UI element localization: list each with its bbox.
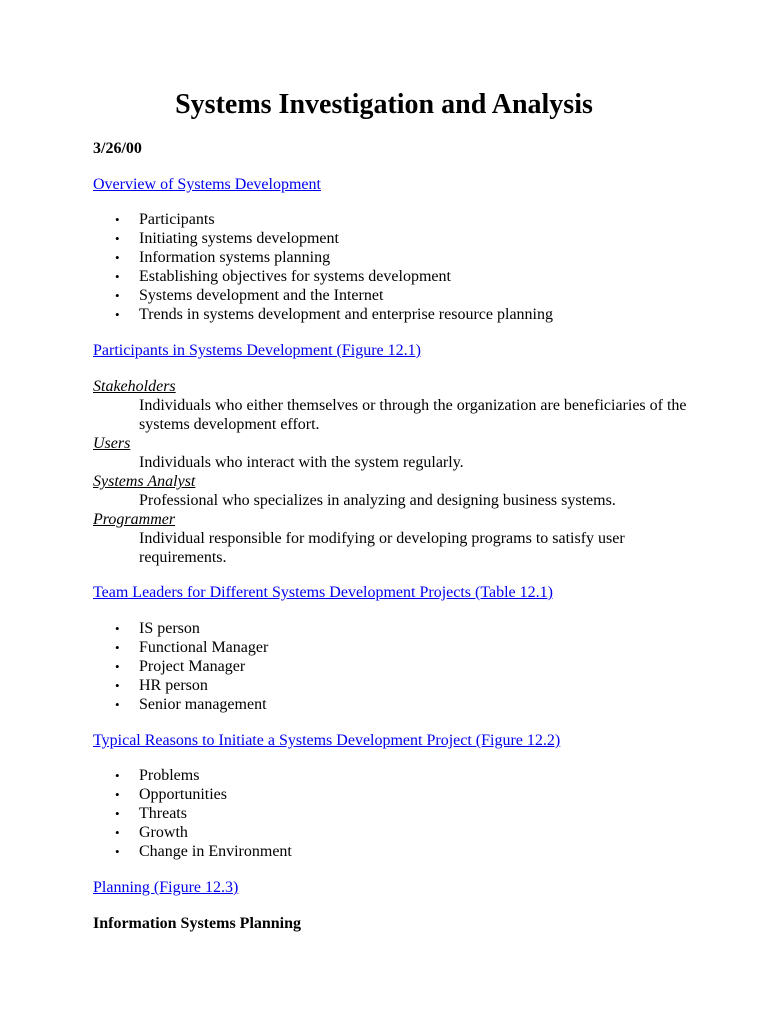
- list-item: • Systems development and the Internet: [139, 286, 553, 305]
- term-users: Users: [93, 435, 131, 452]
- definition-programmer: Individual responsible for modifying or developing programs to satisfy user requirements.: [139, 530, 625, 566]
- team-leaders-link-wrap: [93, 583, 553, 602]
- page-title: Systems Investigation and Analysis: [175, 89, 593, 120]
- list-item: • Participants: [139, 210, 553, 229]
- list-item: • Problems: [139, 766, 292, 785]
- list-item: • Growth: [139, 823, 292, 842]
- planning-link[interactable]: Planning (Figure 12.3): [93, 879, 239, 896]
- reasons-link[interactable]: Typical Reasons to Initiate a Systems Development Project (Figure 12.2): [93, 732, 561, 749]
- list-item: • Threats: [139, 804, 292, 823]
- team-leaders-list: [93, 619, 268, 714]
- list-item: • IS person: [139, 619, 268, 638]
- overview-link[interactable]: Overview of Systems Development: [93, 176, 321, 193]
- reasons-list: [93, 766, 292, 861]
- list-item: • Information systems planning: [139, 248, 553, 267]
- definition-stakeholders: Individuals who either themselves or through the organization are beneficiaries of the systems development effort.: [139, 397, 687, 433]
- reasons-link-wrap: [93, 731, 560, 750]
- list-item: • Trends in systems development and enterprise resource planning: [139, 305, 553, 324]
- list-item: • Project Manager: [139, 657, 268, 676]
- definition-systems-analyst: Professional who specializes in analyzing and designing business systems.: [139, 492, 616, 509]
- document-date: 3/26/00: [93, 140, 142, 157]
- definition-users: Individuals who interact with the system regularly.: [139, 454, 464, 471]
- list-item: • Establishing objectives for systems development: [139, 267, 553, 286]
- term-systems-analyst: Systems Analyst: [93, 473, 196, 490]
- participants-link[interactable]: Participants in Systems Development (Figure 12.1): [93, 342, 421, 359]
- list-item: • Opportunities: [139, 785, 292, 804]
- list-item: • Senior management: [139, 695, 268, 714]
- list-item: • Functional Manager: [139, 638, 268, 657]
- overview-list: [93, 210, 553, 324]
- participants-link-wrap: [93, 341, 421, 360]
- participants-definitions: [93, 377, 693, 567]
- term-programmer: Programmer: [93, 511, 176, 528]
- list-item: • HR person: [139, 676, 268, 695]
- team-leaders-link[interactable]: Team Leaders for Different Systems Development Projects (Table 12.1): [93, 584, 553, 601]
- overview-link-wrap: [93, 175, 321, 194]
- list-item: • Initiating systems development: [139, 229, 553, 248]
- section-heading: Information Systems Planning: [93, 915, 302, 932]
- list-item: • Change in Environment: [139, 842, 292, 861]
- term-stakeholders: Stakeholders: [93, 378, 176, 395]
- planning-link-wrap: [93, 878, 238, 897]
